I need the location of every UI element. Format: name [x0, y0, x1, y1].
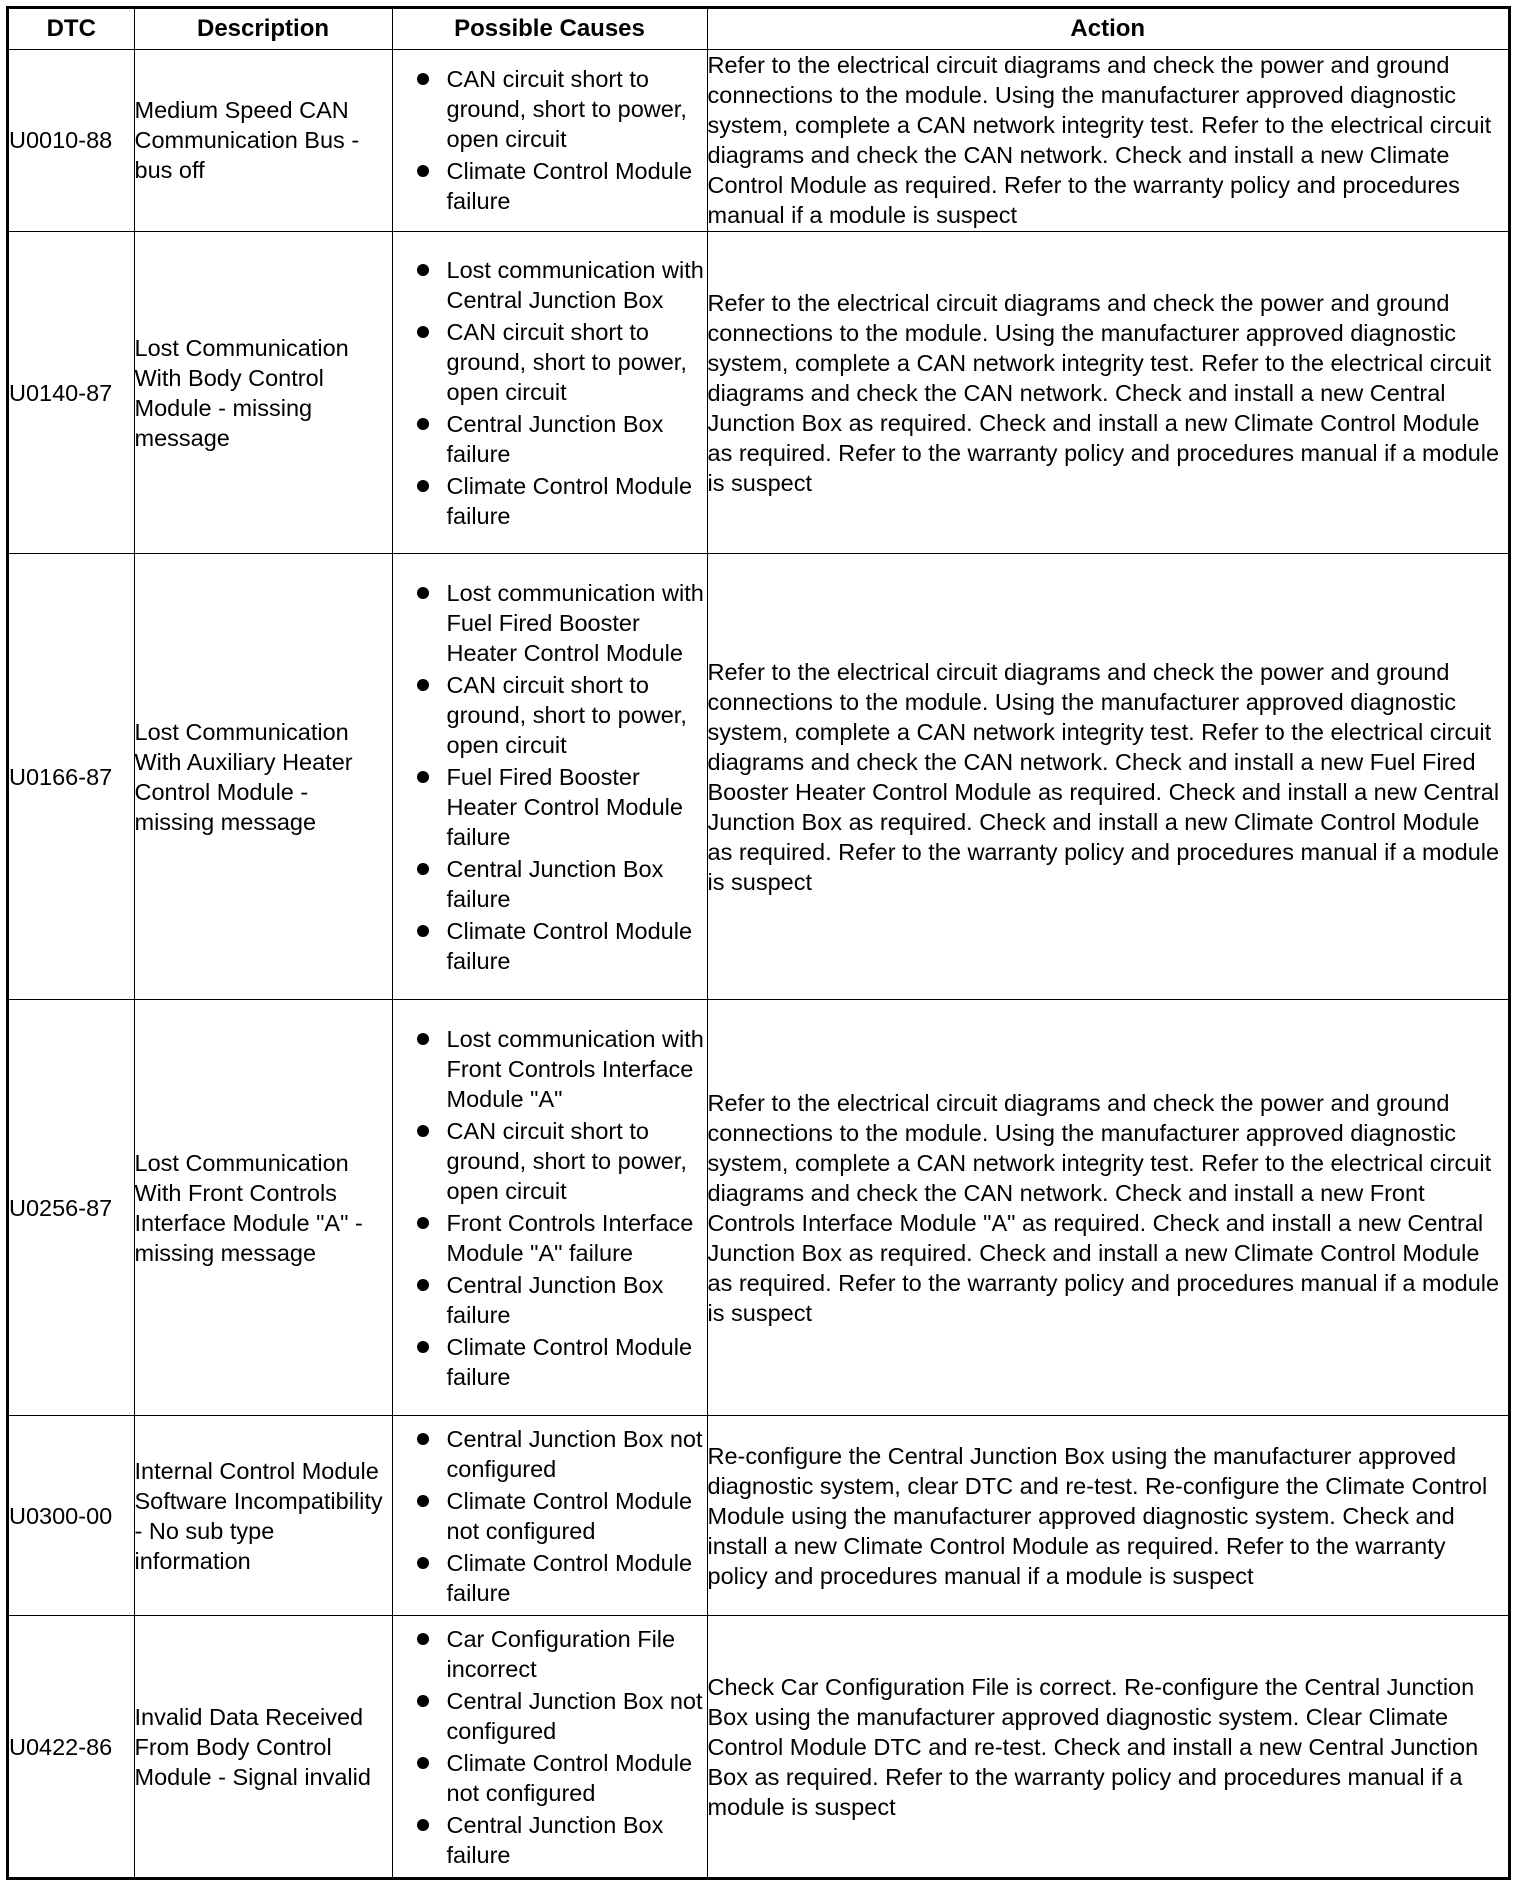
dtc-code: U0256-87: [9, 1000, 134, 1416]
bullet-icon: [417, 480, 429, 492]
cause-item: [393, 1548, 707, 1608]
dtc-description: Lost Communication With Auxiliary Heater Control Module - missing message: [134, 554, 392, 1000]
cause-text: Climate Control Module failure: [446, 1549, 693, 1606]
cause-list: [393, 1424, 707, 1608]
dtc-description: Lost Communication With Body Control Module - missing message: [134, 231, 392, 554]
cause-list: [393, 255, 707, 531]
bullet-icon: [417, 1495, 429, 1507]
dtc-code: U0166-87: [9, 554, 134, 1000]
bullet-icon: [417, 1033, 429, 1045]
cause-text: CAN circuit short to ground, short to power, open circuit: [446, 318, 687, 405]
bullet-icon: [417, 1633, 429, 1645]
dtc-code: U0422-86: [9, 1616, 134, 1877]
cause-text: Climate Control Module failure: [446, 1333, 693, 1390]
table-row: [9, 1416, 1508, 1616]
cause-item: [393, 1810, 707, 1870]
cause-list: [393, 578, 707, 976]
cause-text: Central Junction Box not configured: [446, 1687, 703, 1744]
bullet-icon: [417, 1695, 429, 1707]
cause-item: [393, 1116, 707, 1206]
bullet-icon: [417, 1217, 429, 1229]
dtc-action: Refer to the electrical circuit diagrams and check the power and ground connections to the module. Using the manufacturer approved diagnostic system, complete a CAN network integrity test. Refer to the electrical circuit diagrams and check the CAN network. Check and install a new Fuel Fired Booster Heater Control Module as required. Check and install a new Central Junction Box as required. Check and install a new Climate Control Module as required. Refer to the warranty policy and procedures manual if a module is suspect: [707, 554, 1508, 1000]
cause-item: [393, 64, 707, 154]
dtc-description: Invalid Data Received From Body Control Module - Signal invalid: [134, 1616, 392, 1877]
cause-item: [393, 916, 707, 976]
cause-item: [393, 255, 707, 315]
header-action: Action: [707, 9, 1508, 50]
possible-causes: [392, 554, 707, 1000]
bullet-icon: [417, 1279, 429, 1291]
cause-text: Car Configuration File incorrect: [446, 1625, 676, 1682]
bullet-icon: [417, 679, 429, 691]
cause-item: [393, 1686, 707, 1746]
table-row: [9, 1000, 1508, 1416]
cause-text: Lost communication with Fuel Fired Booster Heater Control Module: [446, 579, 704, 666]
bullet-icon: [417, 1125, 429, 1137]
bullet-icon: [417, 771, 429, 783]
cause-text: Climate Control Module failure: [446, 472, 693, 529]
cause-item: [393, 854, 707, 914]
cause-text: Central Junction Box failure: [446, 1271, 664, 1328]
cause-text: Climate Control Module not configured: [446, 1749, 693, 1806]
cause-item: [393, 409, 707, 469]
cause-list: [393, 64, 707, 216]
dtc-action: Refer to the electrical circuit diagrams and check the power and ground connections to the module. Using the manufacturer approved diagnostic system, complete a CAN network integrity test. Refer to the electrical circuit diagrams and check the CAN network. Check and install a new Central Junction Box as required. Check and install a new Climate Control Module as required. Refer to the warranty policy and procedures manual if a module is suspect: [707, 231, 1508, 554]
cause-text: Central Junction Box failure: [446, 855, 664, 912]
cause-text: CAN circuit short to ground, short to power, open circuit: [446, 671, 687, 758]
dtc-document: [6, 6, 1511, 1880]
header-description: Description: [134, 9, 392, 50]
possible-causes: [392, 1616, 707, 1877]
cause-text: Climate Control Module failure: [446, 158, 693, 215]
cause-item: [393, 1270, 707, 1330]
cause-list: [393, 1624, 707, 1870]
dtc-code: U0140-87: [9, 231, 134, 554]
header-row: [9, 9, 1508, 50]
cause-item: [393, 471, 707, 531]
cause-text: Fuel Fired Booster Heater Control Module failure: [446, 763, 683, 850]
bullet-icon: [417, 326, 429, 338]
cause-item: [393, 1024, 707, 1114]
bullet-icon: [417, 165, 429, 177]
possible-causes: [392, 231, 707, 554]
cause-item: [393, 578, 707, 668]
cause-text: Central Junction Box failure: [446, 410, 664, 467]
bullet-icon: [417, 73, 429, 85]
cause-item: [393, 1624, 707, 1684]
dtc-code: U0300-00: [9, 1416, 134, 1616]
cause-item: [393, 156, 707, 216]
dtc-description: Medium Speed CAN Communication Bus - bus off: [134, 50, 392, 232]
bullet-icon: [417, 863, 429, 875]
dtc-action: Refer to the electrical circuit diagrams and check the power and ground connections to the module. Using the manufacturer approved diagnostic system, complete a CAN network integrity test. Refer to the electrical circuit diagrams and check the CAN network. Check and install a new Climate Control Module as required. Refer to the warranty policy and procedures manual if a module is suspect: [707, 50, 1508, 232]
cause-item: [393, 1424, 707, 1484]
header-dtc: DTC: [9, 9, 134, 50]
cause-text: Front Controls Interface Module "A" failure: [446, 1209, 694, 1266]
bullet-icon: [417, 264, 429, 276]
bullet-icon: [417, 418, 429, 430]
table-row: [9, 554, 1508, 1000]
dtc-action: Re-configure the Central Junction Box using the manufacturer approved diagnostic system, clear DTC and re-test. Re-configure the Climate Control Module using the manufacturer approved diagnostic system. Check and install a new Climate Control Module as required. Refer to the warranty policy and procedures manual if a module is suspect: [707, 1416, 1508, 1616]
dtc-table: [9, 9, 1508, 1877]
dtc-description: Internal Control Module Software Incompatibility - No sub type information: [134, 1416, 392, 1616]
possible-causes: [392, 1000, 707, 1416]
table-row: [9, 231, 1508, 554]
cause-item: [393, 317, 707, 407]
bullet-icon: [417, 587, 429, 599]
bullet-icon: [417, 1557, 429, 1569]
table-row: [9, 50, 1508, 232]
dtc-description: Lost Communication With Front Controls Interface Module "A" - missing message: [134, 1000, 392, 1416]
cause-item: [393, 762, 707, 852]
bullet-icon: [417, 1757, 429, 1769]
cause-text: Lost communication with Central Junction Box: [446, 256, 704, 313]
bullet-icon: [417, 1433, 429, 1445]
cause-text: Climate Control Module failure: [446, 917, 693, 974]
header-possible-causes: Possible Causes: [392, 9, 707, 50]
bullet-icon: [417, 1341, 429, 1353]
cause-text: CAN circuit short to ground, short to power, open circuit: [446, 1117, 687, 1204]
dtc-action: Refer to the electrical circuit diagrams and check the power and ground connections to the module. Using the manufacturer approved diagnostic system, complete a CAN network integrity test. Refer to the electrical circuit diagrams and check the CAN network. Check and install a new Front Controls Interface Module "A" as required. Check and install a new Central Junction Box as required. Check and install a new Climate Control Module as required. Refer to the warranty policy and procedures manual if a module is suspect: [707, 1000, 1508, 1416]
cause-text: CAN circuit short to ground, short to power, open circuit: [446, 66, 687, 153]
cause-text: Central Junction Box not configured: [446, 1425, 703, 1482]
dtc-action: Check Car Configuration File is correct. Re-configure the Central Junction Box using the manufacturer approved diagnostic system. Clear Climate Control Module DTC and re-test. Check and install a new Central Junction Box as required. Refer to the warranty policy and procedures manual if a module is suspect: [707, 1616, 1508, 1877]
cause-item: [393, 670, 707, 760]
cause-text: Climate Control Module not configured: [446, 1487, 693, 1544]
possible-causes: [392, 1416, 707, 1616]
table-row: [9, 1616, 1508, 1877]
cause-item: [393, 1486, 707, 1546]
cause-item: [393, 1748, 707, 1808]
bullet-icon: [417, 925, 429, 937]
cause-item: [393, 1208, 707, 1268]
cause-text: Central Junction Box failure: [446, 1811, 664, 1868]
cause-list: [393, 1024, 707, 1392]
dtc-code: U0010-88: [9, 50, 134, 232]
cause-text: Lost communication with Front Controls Interface Module "A": [446, 1025, 704, 1112]
possible-causes: [392, 50, 707, 232]
bullet-icon: [417, 1819, 429, 1831]
cause-item: [393, 1332, 707, 1392]
